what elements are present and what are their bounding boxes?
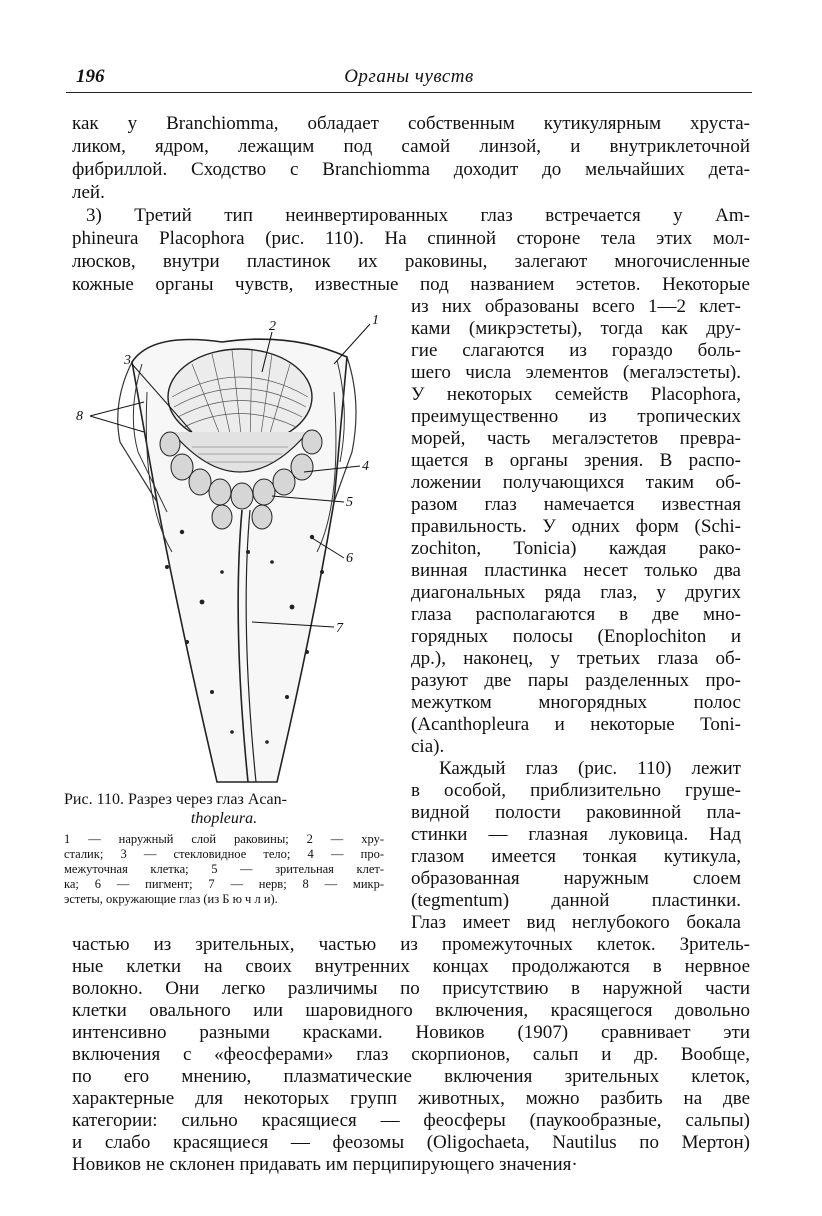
figure-caption: [64, 790, 384, 828]
text-line: лей.: [72, 182, 105, 203]
text-line: и слабо красящиеся — феозомы (Oligochaeta, Nautilus по Мертон): [72, 1132, 750, 1153]
text-line: интенсивно разными красками. Новиков (1907) сравнивает эти: [72, 1022, 750, 1043]
legend-line: 1 — наружный слой раковины; 2 — хру-: [64, 832, 384, 846]
text-line: частью из зрительных, частью из промежуточных клеток. Зритель-: [72, 934, 750, 955]
text-line: образованная наружным слоем: [411, 868, 741, 889]
label-7: 7: [336, 621, 343, 636]
text-line: преимущественно из тропических: [411, 406, 741, 427]
text-line: категории: сильно красящиеся — феосферы (паукообразные, сальпы): [72, 1110, 750, 1131]
text-line: гие слагаются из гораздо боль-: [411, 340, 741, 361]
text-line: (Acanthopleura и некоторые Toni-: [411, 714, 741, 735]
text-line: Новиков не склонен придавать им перципирующего значения·: [72, 1154, 578, 1175]
text-line: из них образованы всего 1—2 клет-: [411, 296, 741, 317]
text-line: межутком многорядных полос: [411, 692, 741, 713]
text-line: включения с «феосферами» глаз скорпионов, сальп и др. Вообще,: [72, 1044, 750, 1065]
caption-species: thopleura.: [190, 810, 258, 827]
text-line: 3) Третий тип неинвертированных глаз встречается у Am-: [86, 205, 750, 226]
text-line: видной полости раковинной пла-: [411, 802, 741, 823]
text-line: Глаз имеет вид неглубокого бокала: [411, 912, 741, 933]
label-5: 5: [346, 495, 353, 510]
text-line: кожные органы чувств, известные под названием эстетов. Некоторые: [72, 274, 750, 295]
text-line: по его мнению, плазматические включения зрительных клеток,: [72, 1066, 750, 1087]
legend-line: ка; 6 — пигмент; 7 — нерв; 8 — микр-: [64, 877, 384, 891]
text-line: как у Branchiomma, обладает собственным кутикулярным хруста-: [72, 113, 750, 134]
text-line: характерные для некоторых групп животных, можно разбить на две: [72, 1088, 750, 1109]
text-line: винная пластинка несет только два: [411, 560, 741, 581]
text-line: Каждый глаз (рис. 110) лежит: [439, 758, 741, 779]
label-2: 2: [269, 319, 276, 334]
eye-section-drawing: [72, 302, 388, 790]
text-line: морей, часть мегалэстетов превра-: [411, 428, 741, 449]
text-line: фибриллой. Сходство с Branchiomma доходит до мельчайших дета-: [72, 159, 750, 180]
label-3: 3: [124, 353, 131, 368]
text-line: щается в органы зрения. В распо-: [411, 450, 741, 471]
text-line: (tegmentum) данной пластинки.: [411, 890, 741, 911]
text-line: ками (микрэстеты), тогда как дру-: [411, 318, 741, 339]
text-line: разуют две пары разделенных про-: [411, 670, 741, 691]
text-line: горядных полосы (Enoplochiton и: [411, 626, 741, 647]
text-line: шего числа элементов (мегалэстеты).: [411, 362, 741, 383]
page-header: [66, 66, 752, 93]
eye-section-figure: [72, 302, 388, 790]
text-line: диагональных ряда глаз, у других: [411, 582, 741, 603]
text-line: глаза располагаются в две мно-: [411, 604, 741, 625]
caption-title: Рис. 110. Разрез через глаз Acan-: [64, 791, 287, 808]
text-line: У некоторых семейств Placophora,: [411, 384, 741, 405]
text-line: разом глаз намечается известная: [411, 494, 741, 515]
page-number: 196: [76, 66, 105, 87]
legend-line: сталик; 3 — стекловидное тело; 4 — про-: [64, 847, 384, 861]
text-line: ные клетки на своих внутренних концах продолжаются в нервное: [72, 956, 750, 977]
text-line: ликом, ядром, лежащим под самой линзой, и внутриклеточной: [72, 136, 750, 157]
text-line: стинки — глазная луковица. Над: [411, 824, 741, 845]
text-line: люсков, внутри пластинок их раковины, залегают многочисленные: [72, 251, 750, 272]
legend-line: межуточная клетка; 5 — зрительная клет-: [64, 862, 384, 876]
text-line: zochiton, Tonicia) каждая рако-: [411, 538, 741, 559]
label-6: 6: [346, 551, 353, 566]
text-line: в особой, приблизительно груше-: [411, 780, 741, 801]
text-line: др.), наконец, у третьих глаза об-: [411, 648, 741, 669]
text-line: phineura Placophora (рис. 110). На спинной стороне тела этих мол-: [72, 228, 750, 249]
text-line: волокно. Они легко различимы по присутствию в наружной части: [72, 978, 750, 999]
text-line: глазом имеется тонкая кутикула,: [411, 846, 741, 867]
text-line: клетки овального или шаровидного включения, красящегося довольно: [72, 1000, 750, 1021]
label-4: 4: [362, 459, 369, 474]
figure-legend: [64, 832, 384, 907]
running-title: Органы чувств: [344, 66, 474, 87]
text-line: cia).: [411, 736, 445, 757]
legend-line: эстеты, окружающие глаз (из Б ю ч л и).: [64, 892, 278, 906]
text-line: правильность. У одних форм (Schi-: [411, 516, 741, 537]
label-8: 8: [76, 409, 83, 424]
text-line: ложении получающихся таким об-: [411, 472, 741, 493]
label-1: 1: [372, 313, 379, 328]
